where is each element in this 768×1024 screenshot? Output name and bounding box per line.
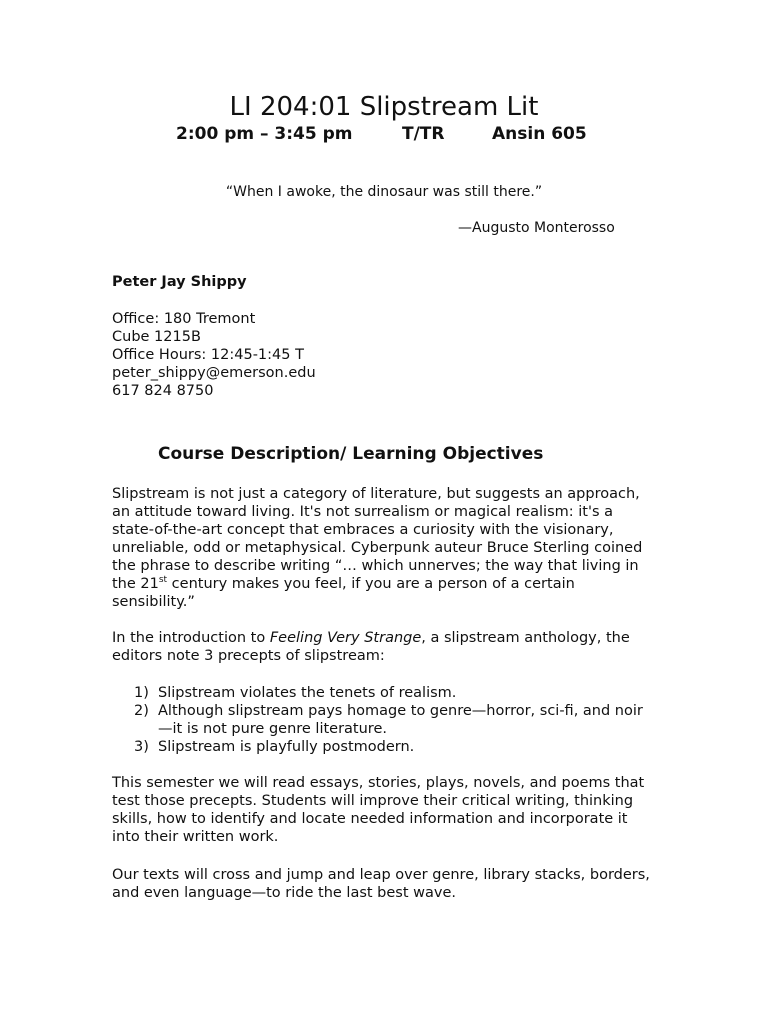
- description-paragraph: [112, 485, 652, 611]
- instructor-phone: 617 824 8750: [112, 383, 214, 399]
- list-item: [112, 738, 652, 756]
- list-number: 1): [134, 685, 149, 701]
- office-hours: Office Hours: 12:45-1:45 T: [112, 347, 304, 363]
- office-address: Office: 180 Tremont: [112, 311, 256, 327]
- precepts-list: [112, 684, 652, 756]
- section-heading: Course Description/ Learning Objectives: [158, 444, 544, 464]
- list-text: Slipstream violates the tenets of realism.: [158, 685, 457, 701]
- course-days: T/TR: [402, 124, 445, 144]
- list-text: Slipstream is playfully postmodern.: [158, 739, 415, 755]
- instructor-name: Peter Jay Shippy: [112, 274, 247, 290]
- epigraph-attribution: —Augusto Monterosso: [458, 220, 615, 236]
- intro-text-end: , a slipstream anthology, the editors note 3 precepts of slipstream:: [112, 630, 630, 664]
- list-number: 2): [134, 703, 149, 719]
- epigraph-quote: “When I awoke, the dinosaur was still there.”: [225, 184, 543, 200]
- intro-text: In the introduction to: [112, 630, 270, 646]
- description-text: Slipstream is not just a category of literature, but suggests an approach, an attitude toward living. It's not surrealism or magical realism: it's a state-of-the-art concept that embraces a curiosity with the visionary, unreliable, odd or metaphysical. Cyberpunk auteur Bruce Sterling coined the phrase to describe writing “… which unnerves; the way that living in the 21: [112, 486, 643, 592]
- instructor-contact: [112, 310, 316, 400]
- office-cube: Cube 1215B: [112, 329, 201, 345]
- list-number: 3): [134, 739, 149, 755]
- course-room: Ansin 605: [492, 124, 587, 144]
- list-item: [112, 702, 652, 738]
- list-text: Although slipstream pays homage to genre—horror, sci-fi, and noir—it is not pure genre literature.: [158, 703, 643, 737]
- book-title: Feeling Very Strange: [269, 630, 422, 646]
- description-text-end: century makes you feel, if you are a person of a certain sensibility.”: [112, 576, 575, 610]
- list-item: [112, 684, 652, 702]
- objectives-paragraph: This semester we will read essays, stories, plays, novels, and poems that test those precepts. Students will improve their critical writing, thinking skills, how to identify and locate needed information and incorporate it into their written work.: [112, 775, 645, 845]
- closing-paragraph: Our texts will cross and jump and leap over genre, library stacks, borders, and even language—to ride the last best wave.: [112, 867, 650, 901]
- course-title: LI 204:01 Slipstream Lit: [229, 92, 539, 122]
- course-time: 2:00 pm – 3:45 pm: [176, 124, 353, 144]
- instructor-email[interactable]: peter_shippy@emerson.edu: [112, 365, 316, 381]
- intro-paragraph: [112, 629, 652, 665]
- ordinal-suffix: st: [158, 575, 168, 586]
